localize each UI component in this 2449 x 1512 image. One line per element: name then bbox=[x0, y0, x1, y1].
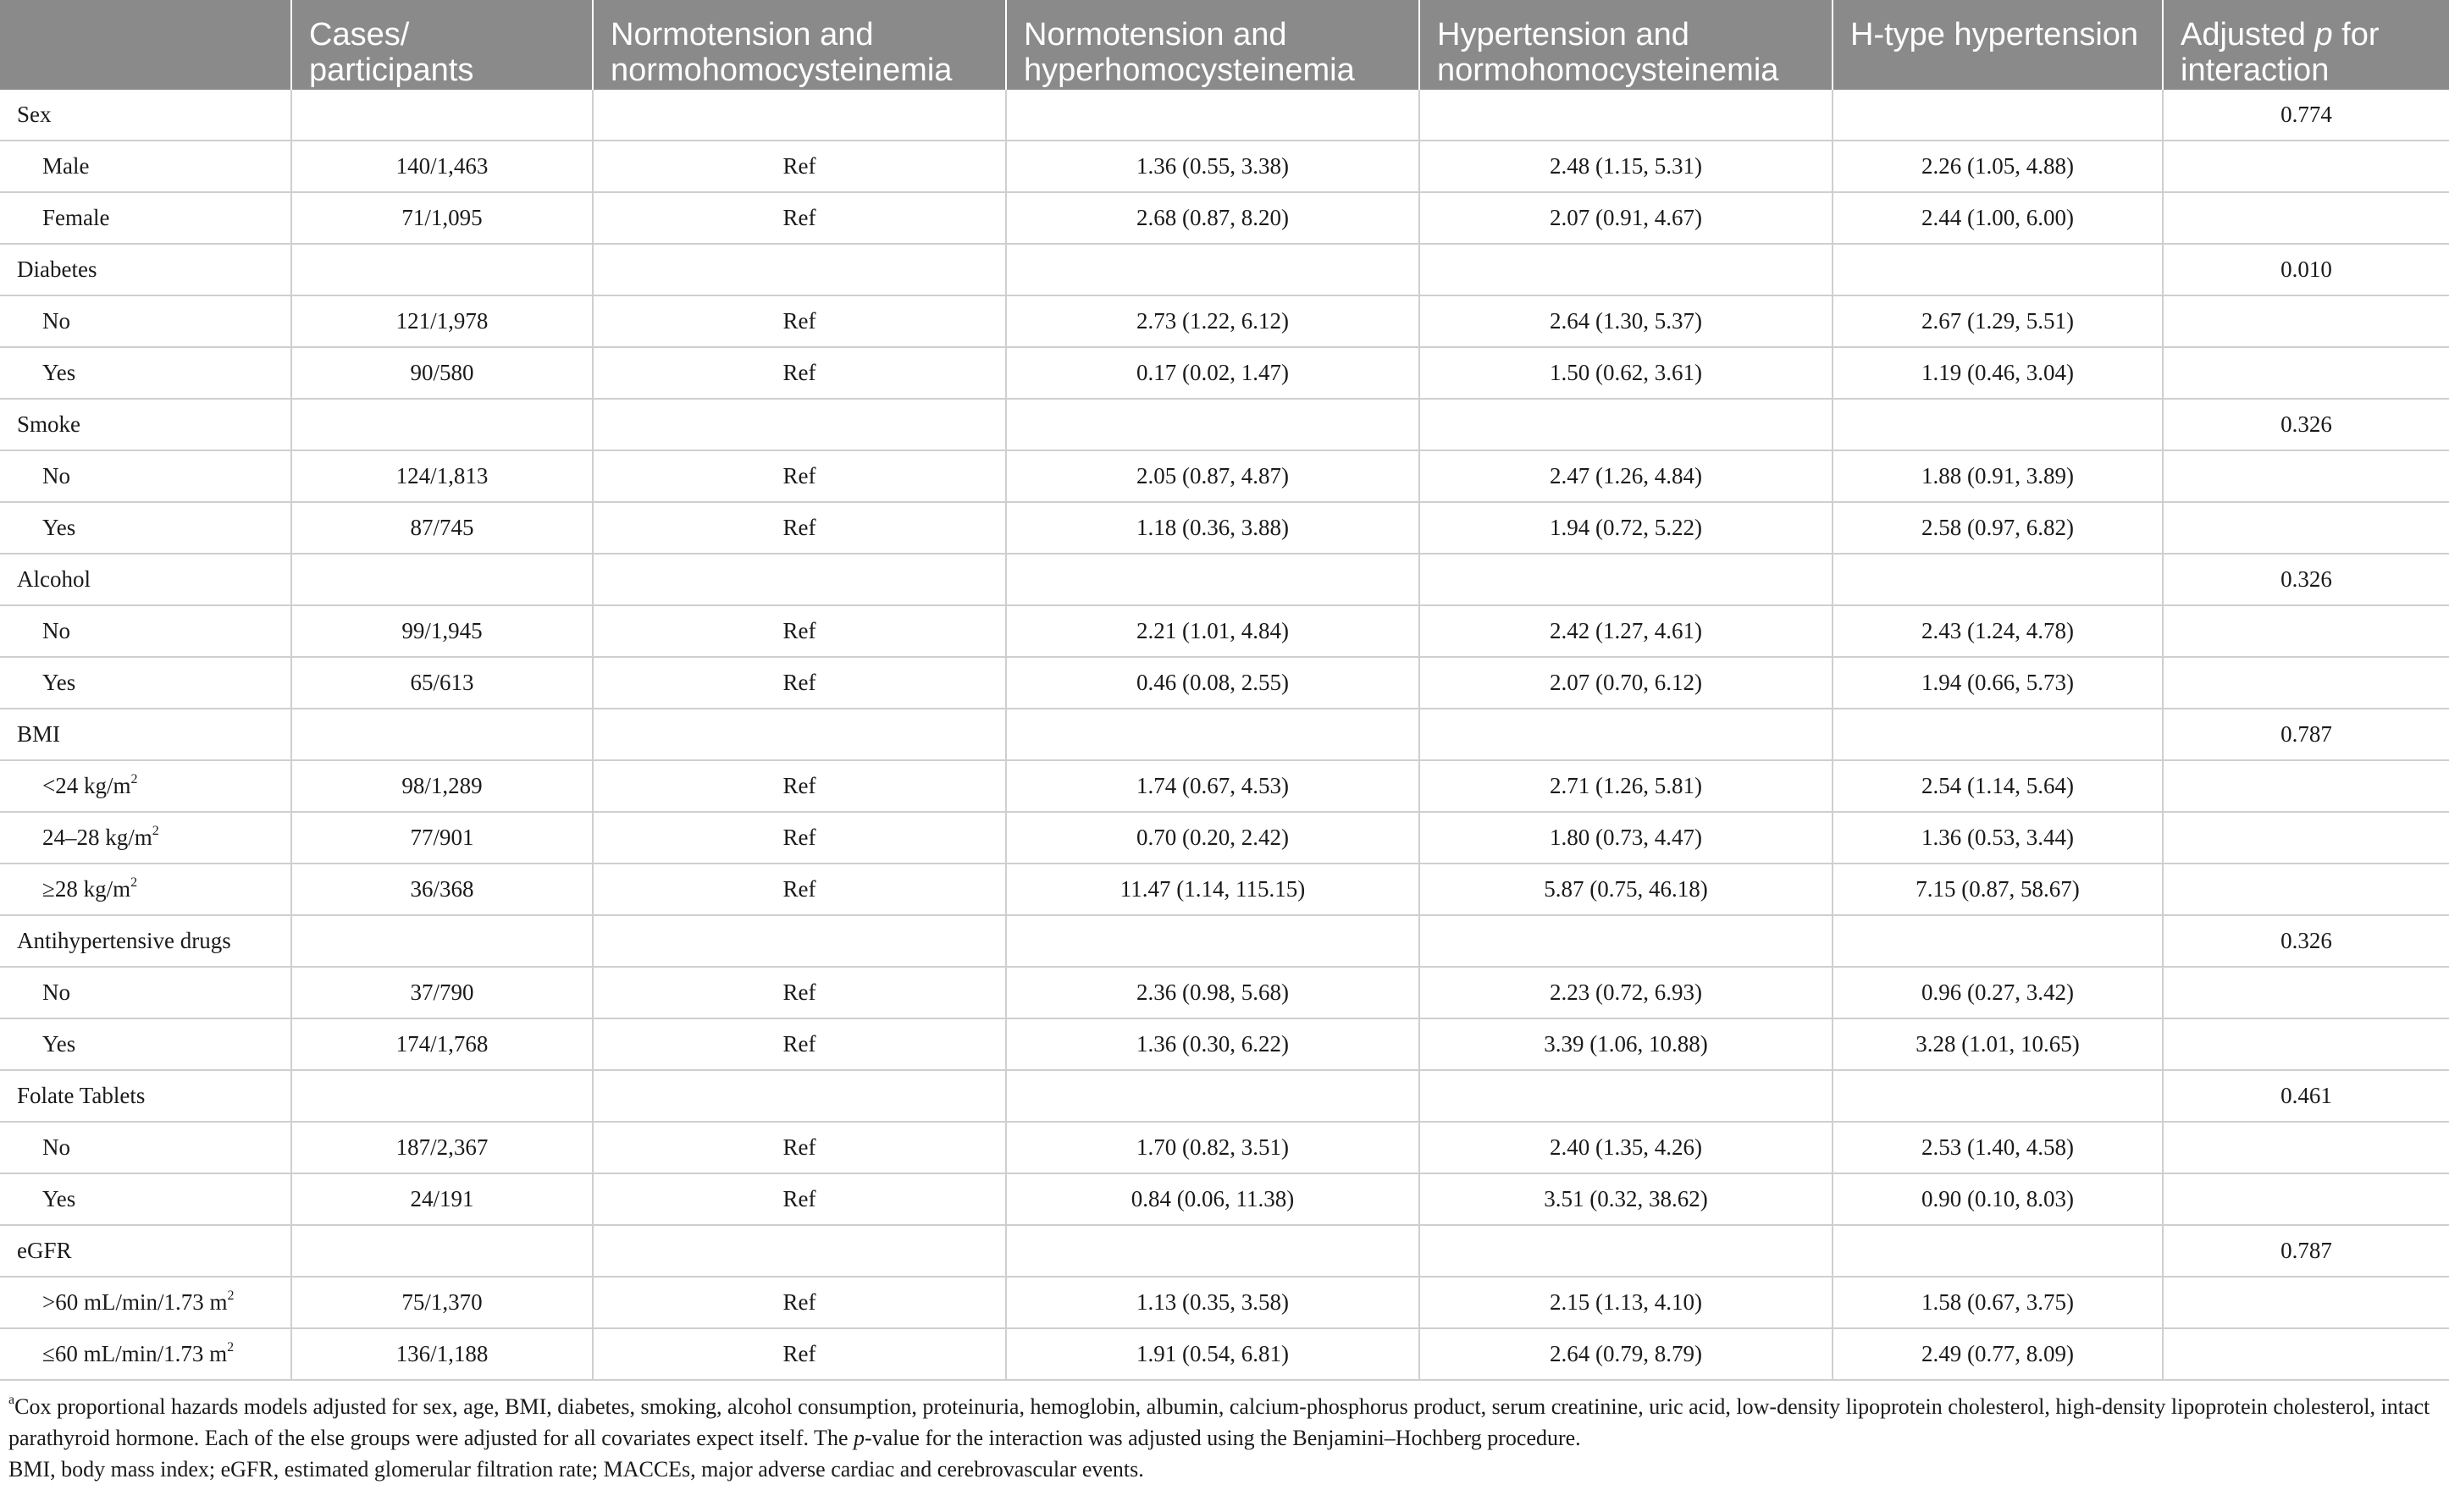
group4-cell bbox=[1833, 709, 2163, 760]
p-interaction-cell bbox=[2163, 760, 2449, 812]
cases-cell: 187/2,367 bbox=[291, 1122, 593, 1173]
cases-cell: 71/1,095 bbox=[291, 192, 593, 244]
cases-cell bbox=[291, 1225, 593, 1277]
group-row bbox=[0, 1070, 2449, 1122]
group4-cell bbox=[1833, 915, 2163, 967]
group3-cell: 2.48 (1.15, 5.31) bbox=[1419, 141, 1833, 192]
group1-cell bbox=[593, 554, 1006, 605]
group4-cell bbox=[1833, 554, 2163, 605]
p-interaction-cell bbox=[2163, 192, 2449, 244]
group4-cell: 2.58 (0.97, 6.82) bbox=[1833, 502, 2163, 554]
group3-cell: 2.64 (1.30, 5.37) bbox=[1419, 295, 1833, 347]
table-row bbox=[0, 192, 2449, 244]
p-interaction-cell bbox=[2163, 450, 2449, 502]
p-interaction-cell bbox=[2163, 812, 2449, 864]
p-interaction-cell bbox=[2163, 295, 2449, 347]
group2-cell: 1.13 (0.35, 3.58) bbox=[1006, 1277, 1419, 1328]
row-label: Diabetes bbox=[0, 244, 291, 295]
p-interaction-cell: 0.326 bbox=[2163, 915, 2449, 967]
group4-cell: 1.94 (0.66, 5.73) bbox=[1833, 657, 2163, 709]
table-row bbox=[0, 657, 2449, 709]
group-row bbox=[0, 1225, 2449, 1277]
table-row bbox=[0, 502, 2449, 554]
group-row bbox=[0, 915, 2449, 967]
cases-cell bbox=[291, 554, 593, 605]
table-row bbox=[0, 141, 2449, 192]
row-label: Alcohol bbox=[0, 554, 291, 605]
group4-cell bbox=[1833, 399, 2163, 450]
cases-cell: 136/1,188 bbox=[291, 1328, 593, 1380]
group2-cell bbox=[1006, 244, 1419, 295]
group2-cell: 0.70 (0.20, 2.42) bbox=[1006, 812, 1419, 864]
group3-cell: 2.15 (1.13, 4.10) bbox=[1419, 1277, 1833, 1328]
group1-cell: Ref bbox=[593, 1173, 1006, 1225]
table-row bbox=[0, 1018, 2449, 1070]
group1-cell: Ref bbox=[593, 1018, 1006, 1070]
cases-cell: 140/1,463 bbox=[291, 141, 593, 192]
group1-cell bbox=[593, 709, 1006, 760]
row-label: No bbox=[0, 605, 291, 657]
group3-cell: 3.39 (1.06, 10.88) bbox=[1419, 1018, 1833, 1070]
group4-cell bbox=[1833, 1070, 2163, 1122]
cases-cell: 99/1,945 bbox=[291, 605, 593, 657]
p-interaction-cell: 0.326 bbox=[2163, 554, 2449, 605]
p-interaction-cell bbox=[2163, 864, 2449, 915]
group2-cell bbox=[1006, 399, 1419, 450]
group4-cell: 0.96 (0.27, 3.42) bbox=[1833, 967, 2163, 1018]
footnote-methods: $^a$Cox proportional hazards models adjusted for sex, age, BMI, diabetes, smoking, alcohol consumption, proteinuria, hemoglobin, albumin, calcium-phosphorus product, serum creatinine, uric acid, low-density lipoprotein cholesterol, high-density lipoprotein cholesterol, intact parathyroid hormone. Each of the else groups were adjusted for all covariates expect itself. The p-value for the interaction was adjusted using the Benjamini–Hochberg procedure. bbox=[8, 1393, 2430, 1450]
group3-cell bbox=[1419, 554, 1833, 605]
footnote-abbreviations: BMI, body mass index; eGFR, estimated glomerular filtration rate; MACCEs, major adverse cardiac and cerebrovascular events. bbox=[8, 1457, 1144, 1482]
p-interaction-cell bbox=[2163, 141, 2449, 192]
group3-cell: 2.07 (0.91, 4.67) bbox=[1419, 192, 1833, 244]
group2-cell bbox=[1006, 90, 1419, 141]
group3-cell bbox=[1419, 399, 1833, 450]
table-row bbox=[0, 1122, 2449, 1173]
cases-cell: 24/191 bbox=[291, 1173, 593, 1225]
group3-cell: 1.94 (0.72, 5.22) bbox=[1419, 502, 1833, 554]
group1-cell bbox=[593, 1225, 1006, 1277]
group1-cell bbox=[593, 915, 1006, 967]
cases-cell: 36/368 bbox=[291, 864, 593, 915]
group3-cell bbox=[1419, 915, 1833, 967]
table-row bbox=[0, 812, 2449, 864]
group4-cell: 3.28 (1.01, 10.65) bbox=[1833, 1018, 2163, 1070]
group3-cell: 3.51 (0.32, 38.62) bbox=[1419, 1173, 1833, 1225]
group1-cell: Ref bbox=[593, 864, 1006, 915]
row-label: Smoke bbox=[0, 399, 291, 450]
p-interaction-cell bbox=[2163, 605, 2449, 657]
p-interaction-cell bbox=[2163, 1018, 2449, 1070]
table-row bbox=[0, 450, 2449, 502]
cases-cell: 90/580 bbox=[291, 347, 593, 399]
group1-cell: Ref bbox=[593, 812, 1006, 864]
table-row bbox=[0, 1277, 2449, 1328]
group-row bbox=[0, 554, 2449, 605]
cases-cell: 87/745 bbox=[291, 502, 593, 554]
group-row bbox=[0, 709, 2449, 760]
group1-cell bbox=[593, 1070, 1006, 1122]
group3-cell: 5.87 (0.75, 46.18) bbox=[1419, 864, 1833, 915]
group2-cell: 1.91 (0.54, 6.81) bbox=[1006, 1328, 1419, 1380]
group4-cell: 2.53 (1.40, 4.58) bbox=[1833, 1122, 2163, 1173]
header-p-interaction: Adjusted p for interaction bbox=[2163, 0, 2449, 90]
row-label: Male bbox=[0, 141, 291, 192]
p-interaction-cell bbox=[2163, 967, 2449, 1018]
group3-cell bbox=[1419, 1225, 1833, 1277]
group4-cell: 2.43 (1.24, 4.78) bbox=[1833, 605, 2163, 657]
group1-cell: Ref bbox=[593, 141, 1006, 192]
row-label: <24 $kg/m^2$ bbox=[0, 760, 291, 812]
group-row bbox=[0, 90, 2449, 141]
group1-cell: Ref bbox=[593, 450, 1006, 502]
group1-cell: Ref bbox=[593, 502, 1006, 554]
p-interaction-cell bbox=[2163, 657, 2449, 709]
header-group2: Normotension and hyperhomocysteinemia bbox=[1006, 0, 1419, 90]
group2-cell bbox=[1006, 554, 1419, 605]
group4-cell: 2.54 (1.14, 5.64) bbox=[1833, 760, 2163, 812]
group3-cell: 2.42 (1.27, 4.61) bbox=[1419, 605, 1833, 657]
group4-cell: 2.67 (1.29, 5.51) bbox=[1833, 295, 2163, 347]
group2-cell: 2.73 (1.22, 6.12) bbox=[1006, 295, 1419, 347]
p-interaction-cell: 0.787 bbox=[2163, 709, 2449, 760]
row-label: Yes bbox=[0, 1018, 291, 1070]
group2-cell: 2.21 (1.01, 4.84) bbox=[1006, 605, 1419, 657]
group2-cell: 0.17 (0.02, 1.47) bbox=[1006, 347, 1419, 399]
group1-cell: Ref bbox=[593, 192, 1006, 244]
header-row bbox=[0, 0, 2449, 90]
p-interaction-cell bbox=[2163, 502, 2449, 554]
group4-cell: 2.44 (1.00, 6.00) bbox=[1833, 192, 2163, 244]
group2-cell: 2.05 (0.87, 4.87) bbox=[1006, 450, 1419, 502]
row-label: No bbox=[0, 967, 291, 1018]
group3-cell: 2.23 (0.72, 6.93) bbox=[1419, 967, 1833, 1018]
group2-cell bbox=[1006, 915, 1419, 967]
group3-cell bbox=[1419, 90, 1833, 141]
row-label: 24–28 $kg/m^2$ bbox=[0, 812, 291, 864]
group1-cell bbox=[593, 399, 1006, 450]
cases-cell bbox=[291, 244, 593, 295]
group3-cell: 2.71 (1.26, 5.81) bbox=[1419, 760, 1833, 812]
group2-cell: 0.84 (0.06, 11.38) bbox=[1006, 1173, 1419, 1225]
group3-cell bbox=[1419, 709, 1833, 760]
group3-cell: 2.40 (1.35, 4.26) bbox=[1419, 1122, 1833, 1173]
group-row bbox=[0, 399, 2449, 450]
p-interaction-cell: 0.010 bbox=[2163, 244, 2449, 295]
row-label: Folate Tablets bbox=[0, 1070, 291, 1122]
row-label: ≥28 $kg/m^2$ bbox=[0, 864, 291, 915]
group4-cell bbox=[1833, 244, 2163, 295]
row-label: BMI bbox=[0, 709, 291, 760]
group4-cell bbox=[1833, 90, 2163, 141]
row-label: Yes bbox=[0, 657, 291, 709]
group4-cell: 1.36 (0.53, 3.44) bbox=[1833, 812, 2163, 864]
group2-cell: 0.46 (0.08, 2.55) bbox=[1006, 657, 1419, 709]
group1-cell: Ref bbox=[593, 605, 1006, 657]
table-row bbox=[0, 347, 2449, 399]
group2-cell: 2.36 (0.98, 5.68) bbox=[1006, 967, 1419, 1018]
p-interaction-cell bbox=[2163, 1173, 2449, 1225]
p-interaction-cell: 0.774 bbox=[2163, 90, 2449, 141]
cases-cell bbox=[291, 90, 593, 141]
group2-cell bbox=[1006, 1070, 1419, 1122]
table-row bbox=[0, 605, 2449, 657]
group2-cell bbox=[1006, 709, 1419, 760]
group1-cell: Ref bbox=[593, 295, 1006, 347]
cases-cell: 98/1,289 bbox=[291, 760, 593, 812]
group2-cell: 1.74 (0.67, 4.53) bbox=[1006, 760, 1419, 812]
header-group1: Normotension and normohomocysteinemia bbox=[593, 0, 1006, 90]
group4-cell: 1.19 (0.46, 3.04) bbox=[1833, 347, 2163, 399]
cases-cell: 75/1,370 bbox=[291, 1277, 593, 1328]
table-row bbox=[0, 760, 2449, 812]
row-label: No bbox=[0, 295, 291, 347]
header-blank bbox=[0, 0, 291, 90]
p-interaction-cell: 0.461 bbox=[2163, 1070, 2449, 1122]
cases-cell: 121/1,978 bbox=[291, 295, 593, 347]
group4-cell bbox=[1833, 1225, 2163, 1277]
group2-cell: 1.36 (0.30, 6.22) bbox=[1006, 1018, 1419, 1070]
row-label: Yes bbox=[0, 1173, 291, 1225]
table-row bbox=[0, 1173, 2449, 1225]
row-label: Female bbox=[0, 192, 291, 244]
table-row bbox=[0, 1328, 2449, 1380]
cases-cell bbox=[291, 915, 593, 967]
row-label: No bbox=[0, 450, 291, 502]
group1-cell: Ref bbox=[593, 967, 1006, 1018]
table-footnote bbox=[0, 1381, 2449, 1485]
cases-cell: 77/901 bbox=[291, 812, 593, 864]
cases-cell: 174/1,768 bbox=[291, 1018, 593, 1070]
group1-cell bbox=[593, 244, 1006, 295]
p-interaction-cell bbox=[2163, 1122, 2449, 1173]
group3-cell: 2.64 (0.79, 8.79) bbox=[1419, 1328, 1833, 1380]
header-group3: Hypertension and normohomocysteinemia bbox=[1419, 0, 1833, 90]
p-interaction-cell bbox=[2163, 1277, 2449, 1328]
row-label: Antihypertensive drugs bbox=[0, 915, 291, 967]
row-label: ≤60 mL/min/1.73 $m^2$ bbox=[0, 1328, 291, 1380]
group2-cell: 1.36 (0.55, 3.38) bbox=[1006, 141, 1419, 192]
row-label: >60 mL/min/1.73 $m^2$ bbox=[0, 1277, 291, 1328]
p-interaction-cell bbox=[2163, 1328, 2449, 1380]
group3-cell: 1.80 (0.73, 4.47) bbox=[1419, 812, 1833, 864]
p-interaction-cell: 0.787 bbox=[2163, 1225, 2449, 1277]
group4-cell: 2.49 (0.77, 8.09) bbox=[1833, 1328, 2163, 1380]
cases-cell: 37/790 bbox=[291, 967, 593, 1018]
group1-cell: Ref bbox=[593, 1277, 1006, 1328]
p-interaction-cell bbox=[2163, 347, 2449, 399]
group1-cell: Ref bbox=[593, 1328, 1006, 1380]
group-row bbox=[0, 244, 2449, 295]
row-label: Yes bbox=[0, 502, 291, 554]
group1-cell: Ref bbox=[593, 657, 1006, 709]
group4-cell: 7.15 (0.87, 58.67) bbox=[1833, 864, 2163, 915]
group1-cell: Ref bbox=[593, 1122, 1006, 1173]
group2-cell: 11.47 (1.14, 115.15) bbox=[1006, 864, 1419, 915]
row-label: Sex bbox=[0, 90, 291, 141]
group2-cell bbox=[1006, 1225, 1419, 1277]
cases-cell bbox=[291, 1070, 593, 1122]
row-label: Yes bbox=[0, 347, 291, 399]
cases-cell bbox=[291, 709, 593, 760]
group1-cell: Ref bbox=[593, 347, 1006, 399]
table-row bbox=[0, 295, 2449, 347]
group1-cell: Ref bbox=[593, 760, 1006, 812]
group3-cell: 2.07 (0.70, 6.12) bbox=[1419, 657, 1833, 709]
group4-cell: 2.26 (1.05, 4.88) bbox=[1833, 141, 2163, 192]
table-row bbox=[0, 864, 2449, 915]
group2-cell: 1.70 (0.82, 3.51) bbox=[1006, 1122, 1419, 1173]
group3-cell bbox=[1419, 1070, 1833, 1122]
cases-cell: 65/613 bbox=[291, 657, 593, 709]
cases-cell bbox=[291, 399, 593, 450]
group2-cell: 2.68 (0.87, 8.20) bbox=[1006, 192, 1419, 244]
table-row bbox=[0, 967, 2449, 1018]
group2-cell: 1.18 (0.36, 3.88) bbox=[1006, 502, 1419, 554]
header-group4: H-type hypertension bbox=[1833, 0, 2163, 90]
group4-cell: 1.58 (0.67, 3.75) bbox=[1833, 1277, 2163, 1328]
p-interaction-cell: 0.326 bbox=[2163, 399, 2449, 450]
group3-cell bbox=[1419, 244, 1833, 295]
cases-cell: 124/1,813 bbox=[291, 450, 593, 502]
header-cases: Cases/ participants bbox=[291, 0, 593, 90]
group1-cell bbox=[593, 90, 1006, 141]
row-label: No bbox=[0, 1122, 291, 1173]
group3-cell: 2.47 (1.26, 4.84) bbox=[1419, 450, 1833, 502]
group4-cell: 0.90 (0.10, 8.03) bbox=[1833, 1173, 2163, 1225]
row-label: eGFR bbox=[0, 1225, 291, 1277]
group3-cell: 1.50 (0.62, 3.61) bbox=[1419, 347, 1833, 399]
group4-cell: 1.88 (0.91, 3.89) bbox=[1833, 450, 2163, 502]
